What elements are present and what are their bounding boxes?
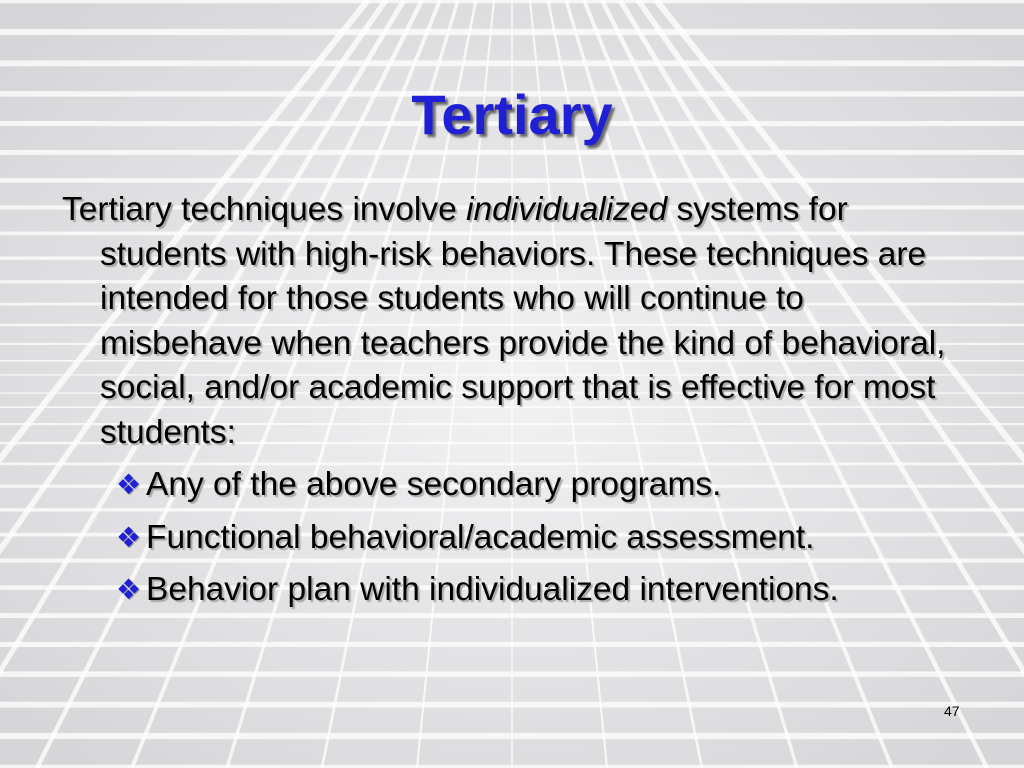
four-diamond-icon: ❖ (116, 574, 142, 605)
four-diamond-icon: ❖ (116, 469, 142, 500)
bullet-item (62, 463, 962, 507)
bullet-text: Behavior plan with individualized interventions. (146, 571, 839, 608)
bullet-text: Functional behavioral/academic assessment. (146, 518, 815, 556)
bullet-item (62, 516, 962, 560)
bullet-text: Any of the above secondary programs. (146, 466, 722, 503)
paragraph-text-after: systems for students with high-risk behaviors. These techniques are intended for those students who will continue to misbehave when teachers provide the kind of behavioral, social, and/or academic support that is effective for most students: (100, 191, 946, 451)
slide-body (62, 188, 962, 621)
page-number: 47 (944, 703, 960, 719)
four-diamond-icon: ❖ (116, 521, 142, 553)
paragraph-text-before: Tertiary techniques involve (62, 191, 467, 228)
bullet-item (62, 568, 962, 612)
emphasis-text: individualized (466, 191, 668, 228)
bullet-list (62, 463, 962, 612)
main-paragraph (62, 188, 962, 455)
slide-title: Tertiary (411, 83, 613, 146)
